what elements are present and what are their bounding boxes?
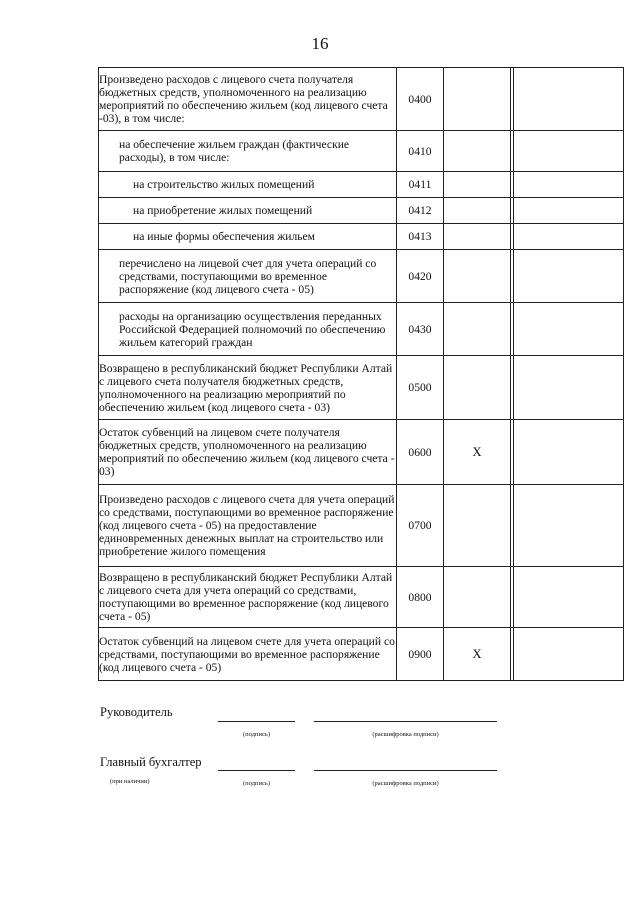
table-row xyxy=(99,628,624,681)
row-value-2 xyxy=(514,303,624,356)
row-value-2 xyxy=(514,172,624,198)
row-value-1 xyxy=(444,224,511,250)
table-row xyxy=(99,485,624,567)
table-row xyxy=(99,131,624,172)
chief-decode-caption: (расшифровка подписи) xyxy=(372,780,439,787)
row-description: на иные формы обеспечения жильем xyxy=(99,224,397,250)
row-value-1: Х xyxy=(444,420,511,485)
row-description: Возвращено в республиканский бюджет Республики Алтай с лицевого счета получателя бюджетных средств, уполномоченного на реализацию мероприятий по обеспечению жильем (код лицевого счета - 03) xyxy=(99,356,397,420)
row-code: 0400 xyxy=(397,68,444,131)
row-value-1 xyxy=(444,68,511,131)
row-value-2 xyxy=(514,198,624,224)
row-value-2 xyxy=(514,224,624,250)
row-value-1 xyxy=(444,131,511,172)
row-value-1 xyxy=(444,250,511,303)
row-code: 0413 xyxy=(397,224,444,250)
table-row xyxy=(99,250,624,303)
chief-decode-line[interactable] xyxy=(314,770,497,771)
head-signature-caption: (подпись) xyxy=(243,731,270,738)
row-code: 0430 xyxy=(397,303,444,356)
chief-signature-title: Главный бухгалтер xyxy=(100,755,202,769)
table-row xyxy=(99,198,624,224)
head-decode-line[interactable] xyxy=(314,721,497,722)
row-code: 0411 xyxy=(397,172,444,198)
row-value-1 xyxy=(444,485,511,567)
table-row xyxy=(99,224,624,250)
page-number: 16 xyxy=(311,34,329,53)
table-row xyxy=(99,172,624,198)
row-value-1: Х xyxy=(444,628,511,681)
row-description: Возвращено в республиканский бюджет Республики Алтай с лицевого счета для учета операций со средствами, поступающими во временное распоряжение (код лицевого счета - 05) xyxy=(99,567,397,628)
table-row xyxy=(99,356,624,420)
row-code: 0900 xyxy=(397,628,444,681)
head-decode-caption: (расшифровка подписи) xyxy=(372,731,439,738)
row-description: на приобретение жилых помещений xyxy=(99,198,397,224)
row-value-2 xyxy=(514,567,624,628)
row-value-2 xyxy=(514,485,624,567)
row-description: Произведено расходов с лицевого счета для учета операций со средствами, поступающими во временное распоряжение (код лицевого счета - 05) на предоставление единовременных денежных выплат на строительство или приобретение жилого помещения xyxy=(99,485,397,567)
table-row xyxy=(99,567,624,628)
row-value-2 xyxy=(514,131,624,172)
head-signature-title: Руководитель xyxy=(100,705,173,719)
row-description: на строительство жилых помещений xyxy=(99,172,397,198)
row-value-2 xyxy=(514,356,624,420)
row-value-2 xyxy=(514,628,624,681)
row-code: 0410 xyxy=(397,131,444,172)
row-value-1 xyxy=(444,567,511,628)
row-value-1 xyxy=(444,303,511,356)
row-value-1 xyxy=(444,356,511,420)
chief-signature-line[interactable] xyxy=(218,770,295,771)
row-description: расходы на организацию осуществления переданных Российской Федерацией полномочий по обеспечению жильем категорий граждан xyxy=(99,303,397,356)
row-value-1 xyxy=(444,198,511,224)
report-table xyxy=(98,67,624,681)
chief-signature-caption: (подпись) xyxy=(243,780,270,787)
row-value-2 xyxy=(514,68,624,131)
row-value-1 xyxy=(444,172,511,198)
table-row xyxy=(99,68,624,131)
row-description: на обеспечение жильем граждан (фактические расходы), в том числе: xyxy=(99,131,397,172)
row-description: Остаток субвенций на лицевом счете для учета операций со средствами, поступающими во временное распоряжение (код лицевого счета - 05) xyxy=(99,628,397,681)
row-code: 0800 xyxy=(397,567,444,628)
row-code: 0412 xyxy=(397,198,444,224)
chief-optional-note: (при наличии) xyxy=(110,778,150,785)
row-description: перечислено на лицевой счет для учета операций со средствами, поступающими во временное распоряжение (код лицевого счета - 05) xyxy=(99,250,397,303)
row-value-2 xyxy=(514,250,624,303)
row-code: 0420 xyxy=(397,250,444,303)
table-row xyxy=(99,420,624,485)
row-code: 0600 xyxy=(397,420,444,485)
row-description: Произведено расходов с лицевого счета получателя бюджетных средств, уполномоченного на реализацию мероприятий по обеспечению жильем (код лицевого счета -03), в том числе: xyxy=(99,68,397,131)
row-code: 0500 xyxy=(397,356,444,420)
row-value-2 xyxy=(514,420,624,485)
row-code: 0700 xyxy=(397,485,444,567)
table-row xyxy=(99,303,624,356)
row-description: Остаток субвенций на лицевом счете получателя бюджетных средств, уполномоченного на реализацию мероприятий по обеспечению жильем (код лицевого счета - 03) xyxy=(99,420,397,485)
head-signature-line[interactable] xyxy=(218,721,295,722)
